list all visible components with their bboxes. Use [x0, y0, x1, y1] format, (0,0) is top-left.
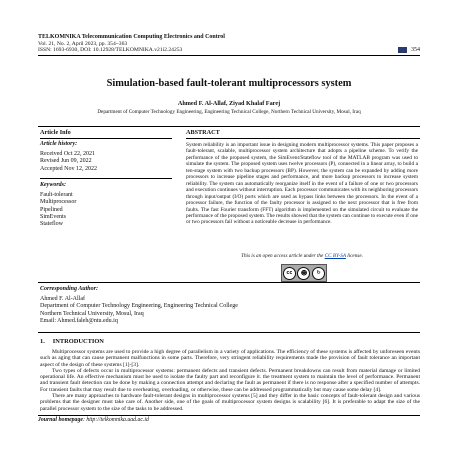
footer-rule — [38, 415, 420, 416]
license-link[interactable]: CC BY-SA — [324, 253, 346, 259]
cc-by-sa-badge[interactable] — [281, 264, 327, 282]
history-label: Article history: — [40, 141, 78, 147]
keyword-item: Pipelined — [40, 206, 63, 213]
section-heading: 1. INTRODUCTION — [40, 338, 104, 345]
keywords-rule — [40, 178, 172, 179]
history-received: Received Oct 22, 2021 — [40, 151, 95, 158]
article-history — [40, 141, 170, 173]
corresponding-rule — [38, 282, 420, 283]
corresponding-name: Ahmed F. Al-Allaf — [40, 296, 86, 303]
footer-label: Journal homepage — [38, 417, 83, 423]
journal-footer — [38, 417, 420, 423]
footer-url[interactable]: : http://telkomnika.uad.ac.id — [82, 417, 149, 423]
history-accepted: Accepted Nov 12, 2022 — [40, 165, 97, 172]
page-number: 354 — [411, 47, 420, 54]
paper-authors: Ahmed F. Al-Allaf, Ziyad Khalaf Farej — [177, 100, 281, 107]
intro-paragraph: Two types of defects occur in multiprocessor systems: permanent defects and transient defects. Permanent breakdowns can result from material damage or limited operational life. An effective mechanism must be used to isolate the faulty part and reconfigure it. the treatment system to maintain the level of performance. Permanent and transient fault detection can be done by making a connection attempt and declaring the fault as permanent if there is no response after a specified number of attempts. For transient faults that may result due to overheating, overloading, or otherwise, these can be addressed programmatically but may cause some delay [4]. — [40, 367, 420, 393]
corresponding-email: Email: Ahmed.faleh@ntu.edu.iq — [40, 317, 118, 324]
article-info-heading: Article Info — [40, 129, 71, 136]
abstract-text: System reliability is an important issue in designing modern multiprocessor systems. This paper proposes a fault-tolerant, scalable, multiprocessor system architecture that adopts a pipeline scheme. To verify the performance of the proposed system, the SimEvent/Stateflow tool of the MATLAB program was used to simulate the system. The proposed system uses twelve processors (P), connected in a linear array, to build a ten-stage system with two backup processors (BP). However, the system can be expanded by adding more processors to increase pipeline stages and performance, and more backup processors to increase system reliability. The system can automatically reorganize itself in the event of a failure of one or two processors and execution continues without interruption. Each processor communicates with its neighboring processors through input/output (I/O) ports which are used as bypass links between the processors. In the event of a processor failure, the function of the faulty processor is assigned to the next processor that is free from faults. The fast Fourier transform (FFT) algorithm is implemented on the simulated circuit to evaluate the performance of the proposed system. The results showed that the system can continue to execute even if one or two processors fail without a noticeable decrease in performance. — [186, 142, 418, 226]
journal-header — [38, 34, 420, 54]
paper-title: Simulation-based fault-tolerant multiprocessors system — [106, 78, 352, 89]
paper-affiliation: Department of Computer Technology Engineering, Engineering Technical College, Northern Technical University, Mosul, Iraq — [97, 109, 361, 115]
info-left-rule — [40, 138, 172, 139]
issn-line: ISSN: 1693-6930, DOI: 10.12928/TELKOMNIKA.v21i2.24253 — [38, 47, 183, 54]
license-line — [186, 253, 418, 259]
keywords-block — [40, 182, 170, 228]
introduction-body — [40, 349, 420, 412]
abstract-heading: ABSTRACT — [186, 129, 220, 136]
corresponding-label: Corresponding Author: — [40, 286, 98, 292]
license-prefix: This is an open access article under the — [241, 253, 325, 259]
corresponding-university: Northern Technical University, Mosul, Iraq — [40, 310, 144, 317]
license-suffix: license. — [345, 253, 363, 259]
page-marker-icon — [398, 47, 407, 53]
volume-line: Vol. 21, No. 2, April 2023, pp. 354~363 — [38, 40, 128, 47]
keyword-item: SimEvents — [40, 213, 67, 220]
page-number-block — [398, 47, 420, 54]
share-alike-icon: ↻ — [312, 267, 325, 280]
info-right-rule — [186, 138, 420, 139]
corresponding-author — [40, 286, 420, 325]
header-rule — [38, 55, 420, 56]
cc-icon: cc — [283, 267, 296, 280]
history-revised: Revised Jun 09, 2022 — [40, 158, 92, 165]
intro-paragraph: Multiprocessor systems are used to provide a high degree of parallelism in a variety of applications. The efficiency of these systems is affected by unforeseen events such as aging that can cause permanent malfunctions in some parts. Therefore, very stringent reliability requirements made the provision of fault tolerance an important aspect of the design of these systems [1]-[3]. — [40, 349, 420, 368]
journal-name: TELKOMNIKA Telecommunication Computing Electronics and Control — [38, 34, 225, 40]
info-top-rule — [38, 126, 420, 127]
attribution-icon: ☻ — [297, 267, 310, 280]
corresponding-bottom-rule — [38, 332, 420, 333]
keywords-label: Keywords: — [40, 182, 66, 188]
corresponding-department: Department of Computer Technology Engineering, Engineering Technical College — [40, 303, 238, 310]
keyword-item: Fault-tolerant — [40, 192, 73, 199]
keyword-item: Stateflow — [40, 221, 63, 228]
keyword-item: Multiprocessor — [40, 199, 77, 206]
intro-paragraph: There are many approaches to hardware fault-tolerant designs in multiprocessor systems [5] and they differ in the basic concepts of fault-tolerant design and various problems that the designer must take care of. Another side, one of the goals of multiprocessor system designs is scalability [6]. It is preferable to adapt the size of the parallel processor system to the size of the tasks to be addressed. — [40, 393, 420, 412]
